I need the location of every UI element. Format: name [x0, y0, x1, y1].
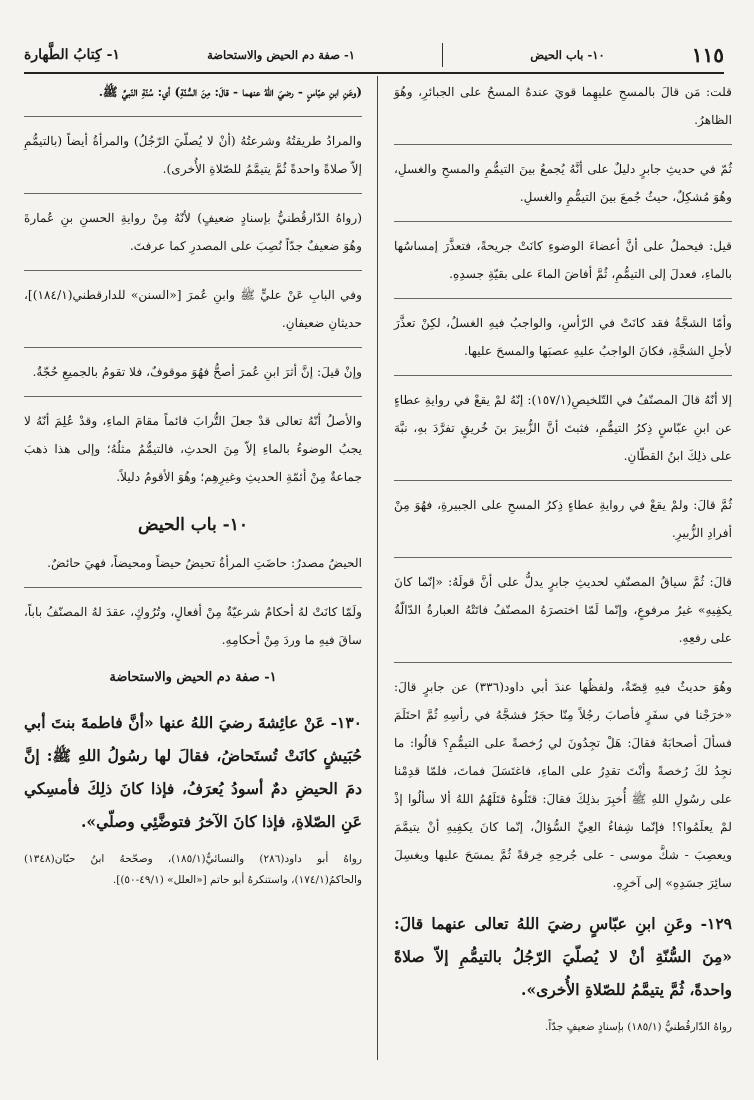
paragraph-separator [394, 144, 732, 145]
paragraph-separator [394, 480, 732, 481]
paragraph: والمرادُ طريقتُهُ وشرعتُهُ (أنْ لا يُصلّيَ الرّجُلُ) والمرأةُ أيضاً (بالتيمُّمِ إلاّ صلاةً واحدةً ثُمَّ يتيمَّمُ للصّلاةِ الأُخرى). [24, 134, 362, 176]
paragraph: ثُمّ في حديثِ جابرٍ دليلٌ على أنَّهُ يُجمعُ بينَ التيمُّمِ والمسحِ والغسلِ، وهُوَ مُشكِلٌ، حيثُ جُمعَ بينَ التيمُّمِ والغسلِ. [394, 162, 732, 204]
hadith-story-paragraph: وهُوَ حديثٌ فيهِ قِصّةٌ، ولفظُها عندَ أبي داود(٣٣٦) عن جابرٍ قالَ: «خرَجْنا في سفَرٍ فأصابَ رجُلاً مِنّا حجَرٌ فشجَّهُ في رأسِهِ ثُمَّ احتَلَمَ فسألَ أصحابَهُ فقالَ: هَلْ تجِدُونَ لي رُخصةً على التيمُّمِ؟ قالُوا: ما نجِدُ لكَ رُخصةً وأنْتَ تقدِرُ على الماءِ، فاغتَسَلَ فماتَ، فلمّا قدِمْنا على رسُولِ اللهِ ﷺ أُخبِرَ بذلِكَ فقالَ: قتَلُوهُ قتَلَهُمُ اللهُ ألا سألُوا إذْ لمْ يعلَمُوا؟! فإنّما شِفاءُ العِيِّ السُّؤالُ، إنّما كانَ يكفِيهِ أنْ يتيمَّمَ ويعصِبَ - شكَّ موسى - على جُرحِهِ خِرقةً ثُمَّ يمسَحَ عليها ويغسِلَ سائِرَ جسَدِهِ» إلى آخرِهِ. [394, 680, 732, 890]
running-title-section: ١- صفة دم الحيض والاستحاضة [207, 48, 355, 62]
paragraph: قيل: فيحملُ على أنَّ أعضاءَ الوضوءِ كانَتْ جريحةً، فتعذَّرَ إمساسُها بالماءِ، فعدلَ إلى التيمُّمِ، ثُمَّ أفاضَ الماءَ على بقيّةِ جسدِهِ. [394, 239, 732, 281]
paragraph-separator [394, 298, 732, 299]
paragraph-separator [24, 193, 362, 194]
chapter-heading: ١٠- باب الحيض [138, 515, 248, 535]
paragraph: قالَ: ثُمَّ سياقُ المصنّفِ لحديثِ جابرٍ يدلُّ على أنَّ قولَهُ: «إنّما كانَ يكفِيهِ» غيرُ مرفوعٍ، وإنّما لَمّا اختصرَهُ المصنّفُ فاتَتْهُ العبارةُ الدّالّةُ على رفعِهِ. [394, 575, 732, 645]
paragraph-separator [24, 270, 362, 271]
hadith-130-text: ١٣٠- عَنْ عائِشةَ رضيَ اللهُ عنها «أنَّ فاطمةَ بنتَ أبي حُبَيشٍ كانَتْ تُستَحاضُ، فقالَ لها رسُولُ اللهِ ﷺ: إنَّ دمَ الحيضِ دمٌ أسودُ يُعرَفُ، فإذا كانَ ذلِكَ فأمسِكي عَنِ الصّلاةِ، فإذا كانَ الآخرُ فتوضَّئِي وصلّي». [24, 713, 362, 831]
left-column [24, 78, 362, 1060]
hadith-129-reference: رواهُ الدّارقُطنيُّ (١٨٥/١) بإسنادٍ ضعيفٍ جدّاً. [545, 1020, 732, 1033]
paragraph-separator [24, 116, 362, 117]
paragraph: وفي البابِ عَنْ عليٍّ ﷺ وابنِ عُمرَ [«السنن» للدارقطني(١٨٤/١)]، حديثانِ ضعيفانِ. [24, 288, 362, 330]
paragraph: (وعَنِ ابنِ عبّاسٍ - رضيَ اللهُ عنهما - قالَ: مِنَ السُّنّةِ) أي: سُنّةِ النّبيِّ ﷺ. [98, 85, 362, 99]
paragraph: ولَمّا كانَتْ لهُ أحكامٌ شرعيّةٌ مِنْ أفعالٍ، وتُرُوكٍ، عقدَ لهُ المصنّفُ باباً، ساقَ فيهِ ما وردَ مِنْ أحكامِهِ. [24, 605, 362, 647]
hadith-130-reference: رواهُ أبو داود(٢٨٦) والنسائيُّ(١٨٥/١)، وصحّحهُ ابنُ حبّان(١٣٤٨) والحاكمُ(١٧٤/١)، واستنكرهُ أبو حاتم [«العلل» (٤٩/١-٥٠)]. [24, 852, 362, 886]
running-title-chapter: ١٠- باب الحيض [530, 48, 605, 62]
paragraph-separator [394, 221, 732, 222]
running-title-book: ١- كِتابُ الطَّهارة [24, 47, 120, 63]
page-number: ١١٥ [691, 43, 724, 67]
paragraph: وإنْ قيلَ: إنَّ أثرَ ابنِ عُمرَ أصحُّ فهُوَ موقوفٌ، فلا تقومُ بالجميعِ حُجّةٌ. [32, 365, 362, 379]
right-column [394, 78, 732, 1060]
paragraph-separator [24, 396, 362, 397]
paragraph-separator [24, 347, 362, 348]
paragraph: إلا أنّهُ قالَ المصنّفُ في التّلخيصِ(١٥٧/١): إنّهُ لمْ يقعْ في روايةِ عطاءٍ عن ابنِ عبّاسٍ ذِكرُ التيمُّمِ، فثبتَ أنَّ الزُّبيرَ بنَ خُريقٍ تفرَّدَ بهِ، نبَّهَ على ذلِكَ ابنُ القطّانِ. [394, 393, 732, 463]
paragraph: وأمّا الشجَّةُ فقد كانَتْ في الرّأسِ، والواجبُ فيهِ الغسلُ، لكِنْ تعذَّرَ لأجلِ الشجَّةِ، فكانَ الواجبُ عليهِ عصبَها والمسحَ عليها. [394, 316, 732, 358]
paragraph-separator [394, 662, 732, 663]
section-heading: ١- صفة دم الحيض والاستحاضة [109, 670, 277, 685]
paragraph-separator [24, 587, 362, 588]
paragraph: (رواهُ الدّارقُطنيُّ بإسنادٍ ضعيفٍ) لأنّهُ مِنْ روايةِ الحسنِ بنِ عُمارةَ وهُوَ ضعيفٌ جدّاً نُصِبَ على المصدرِ كما عرفتَ. [24, 211, 362, 253]
column-divider [377, 76, 378, 1060]
paragraph: ثُمَّ قالَ: ولمْ يقعْ في روايةِ عطاءٍ ذِكرُ المسحِ على الجبيرةِ، فهُوَ مِنْ أفرادِ الزُّبيرِ. [394, 498, 732, 540]
paragraph: والأصلُ أنّهُ تعالى قدْ جعلَ التُّرابَ قائماً مقامَ الماءِ، وقدْ عُلِمَ أنّهُ لا يجبُ الوضوءُ بالماءِ إلاّ مِنَ الحدثِ، فالتيمُّمُ مثلُهُ؛ وإلى هذا ذهبَ جماعةٌ مِنْ أئمّةِ الحديثِ وغيرِهِم؛ وهُوَ الأقومُ دليلاً. [24, 414, 362, 484]
paragraph-separator [394, 557, 732, 558]
page-header [24, 38, 724, 74]
hadith-129-text: ١٢٩- وعَنِ ابنِ عبّاسٍ رضيَ اللهُ تعالى عنهما قالَ: «مِنَ السُّنّةِ أنْ لا يُصلّيَ الرّجُلُ بالتيمُّمِ إلاّ صلاةً واحدةً، ثُمَّ يتيمَّمُ للصّلاةِ الأُخرى». [394, 914, 732, 999]
paragraph-separator [394, 375, 732, 376]
header-divider [442, 43, 443, 67]
paragraph: قلت: مَن قالَ بالمسحِ عليهِما قويَ عندهُ المسحُ على الجبائرِ، وهُوَ الظاهرُ. [394, 85, 732, 127]
paragraph: الحيضُ مصدرُ: حاضَتِ المرأةُ تحيضُ حيضاً ومحيضاً، فهيَ حائضٌ. [47, 556, 362, 570]
